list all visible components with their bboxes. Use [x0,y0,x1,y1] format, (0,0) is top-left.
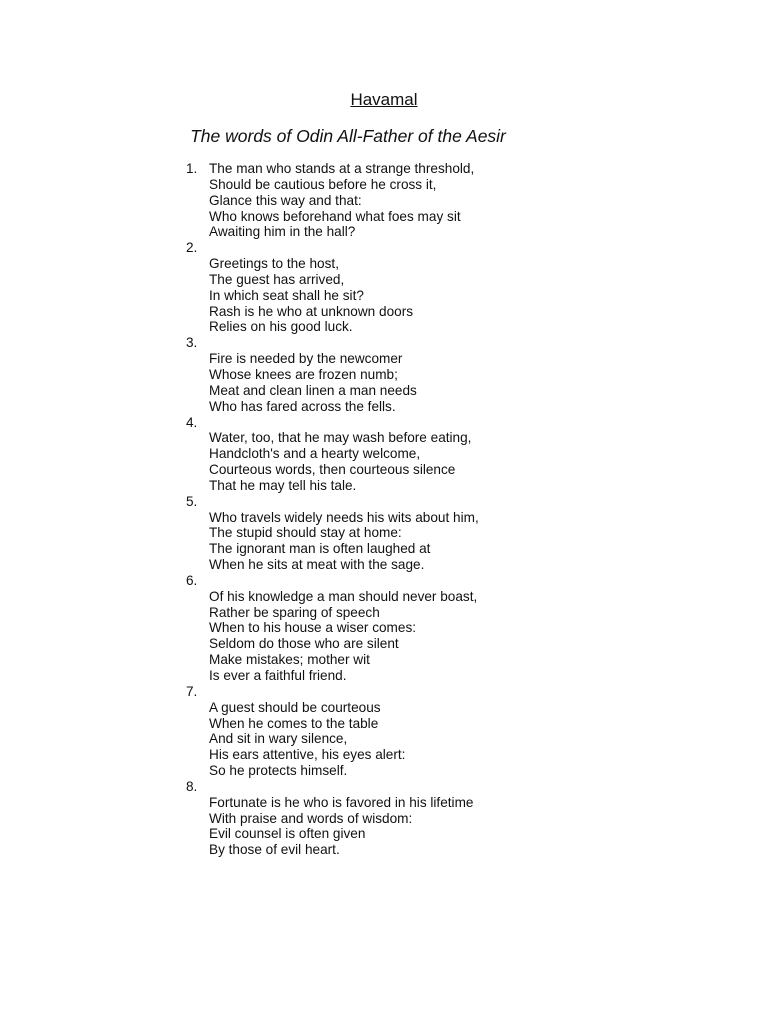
verse-line: When he sits at meat with the sage. [209,557,425,573]
verse-line: The ignorant man is often laughed at [209,541,431,557]
verse-line: That he may tell his tale. [209,477,357,493]
stanza-lines [186,161,479,240]
stanza-number: 1. [186,161,198,176]
verse-line: Should be cautious before he cross it, [209,176,437,192]
verse-line: With praise and words of wisdom: [209,810,413,826]
stanza-number: 8. [186,778,198,794]
stanza [186,240,479,335]
verse-line: By those of evil heart. [209,842,340,858]
page-title: Havamal [350,90,418,109]
stanza-lines [186,684,479,779]
verse-line: Who knows beforehand what foes may sit [209,208,461,224]
poem-list [186,161,479,858]
stanza [186,779,479,858]
stanza-lines [186,415,479,494]
verse-line: Evil counsel is often given [209,826,366,842]
verse-line: Make mistakes; mother wit [209,652,370,668]
verse-line: Fortunate is he who is favored in his lifetime [209,794,474,810]
stanza-lines [186,240,479,335]
stanza-number: 5. [186,493,198,509]
verse-line: Rash is he who at unknown doors [209,303,414,319]
verse-line: Relies on his good luck. [209,319,353,335]
stanza [186,415,479,494]
verse-line: Rather be sparing of speech [209,604,380,620]
verse-line: In which seat shall he sit? [209,287,364,303]
verse-line: His ears attentive, his eyes alert: [209,747,406,763]
verse-line: The man who stands at a strange threshold, [209,161,475,176]
verse-line: When he comes to the table [209,715,379,731]
stanza-lines [186,779,479,858]
stanza [186,573,479,684]
verse-line: The stupid should stay at home: [209,525,402,541]
verse-line: Meat and clean linen a man needs [209,382,417,398]
verse-line: The guest has arrived, [209,271,345,287]
verse-line: Handcloth's and a hearty welcome, [209,446,421,462]
stanza-lines [186,573,479,684]
verse-line: Greetings to the host, [209,256,339,272]
stanza-number: 4. [186,414,198,430]
verse-line: Fire is needed by the newcomer [209,351,403,367]
stanza-number: 7. [186,683,198,699]
stanza [186,161,479,240]
stanza [186,494,479,573]
verse-line: Whose knees are frozen numb; [209,366,398,382]
page-subtitle: The words of Odin All-Father of the Aesir [190,126,506,146]
stanza-number: 6. [186,572,198,588]
verse-line: So he protects himself. [209,763,348,779]
verse-line: And sit in wary silence, [209,731,348,747]
verse-line: Is ever a faithful friend. [209,668,347,683]
verse-line: Water, too, that he may wash before eating, [209,430,472,446]
stanza-lines [186,335,479,414]
stanza-lines [186,494,479,573]
stanza-number: 3. [186,335,198,351]
verse-line: Seldom do those who are silent [209,636,399,652]
verse-line: Who has fared across the fells. [209,398,396,414]
verse-line: Awaiting him in the hall? [209,224,356,240]
stanza [186,335,479,414]
stanza-number: 2. [186,240,198,256]
verse-line: Glance this way and that: [209,192,362,208]
verse-line: Of his knowledge a man should never boast, [209,588,478,604]
verse-line: Courteous words, then courteous silence [209,462,456,478]
stanza [186,684,479,779]
verse-line: When to his house a wiser comes: [209,620,417,636]
verse-line: Who travels widely needs his wits about him, [209,509,479,525]
verse-line: A guest should be courteous [209,699,381,715]
